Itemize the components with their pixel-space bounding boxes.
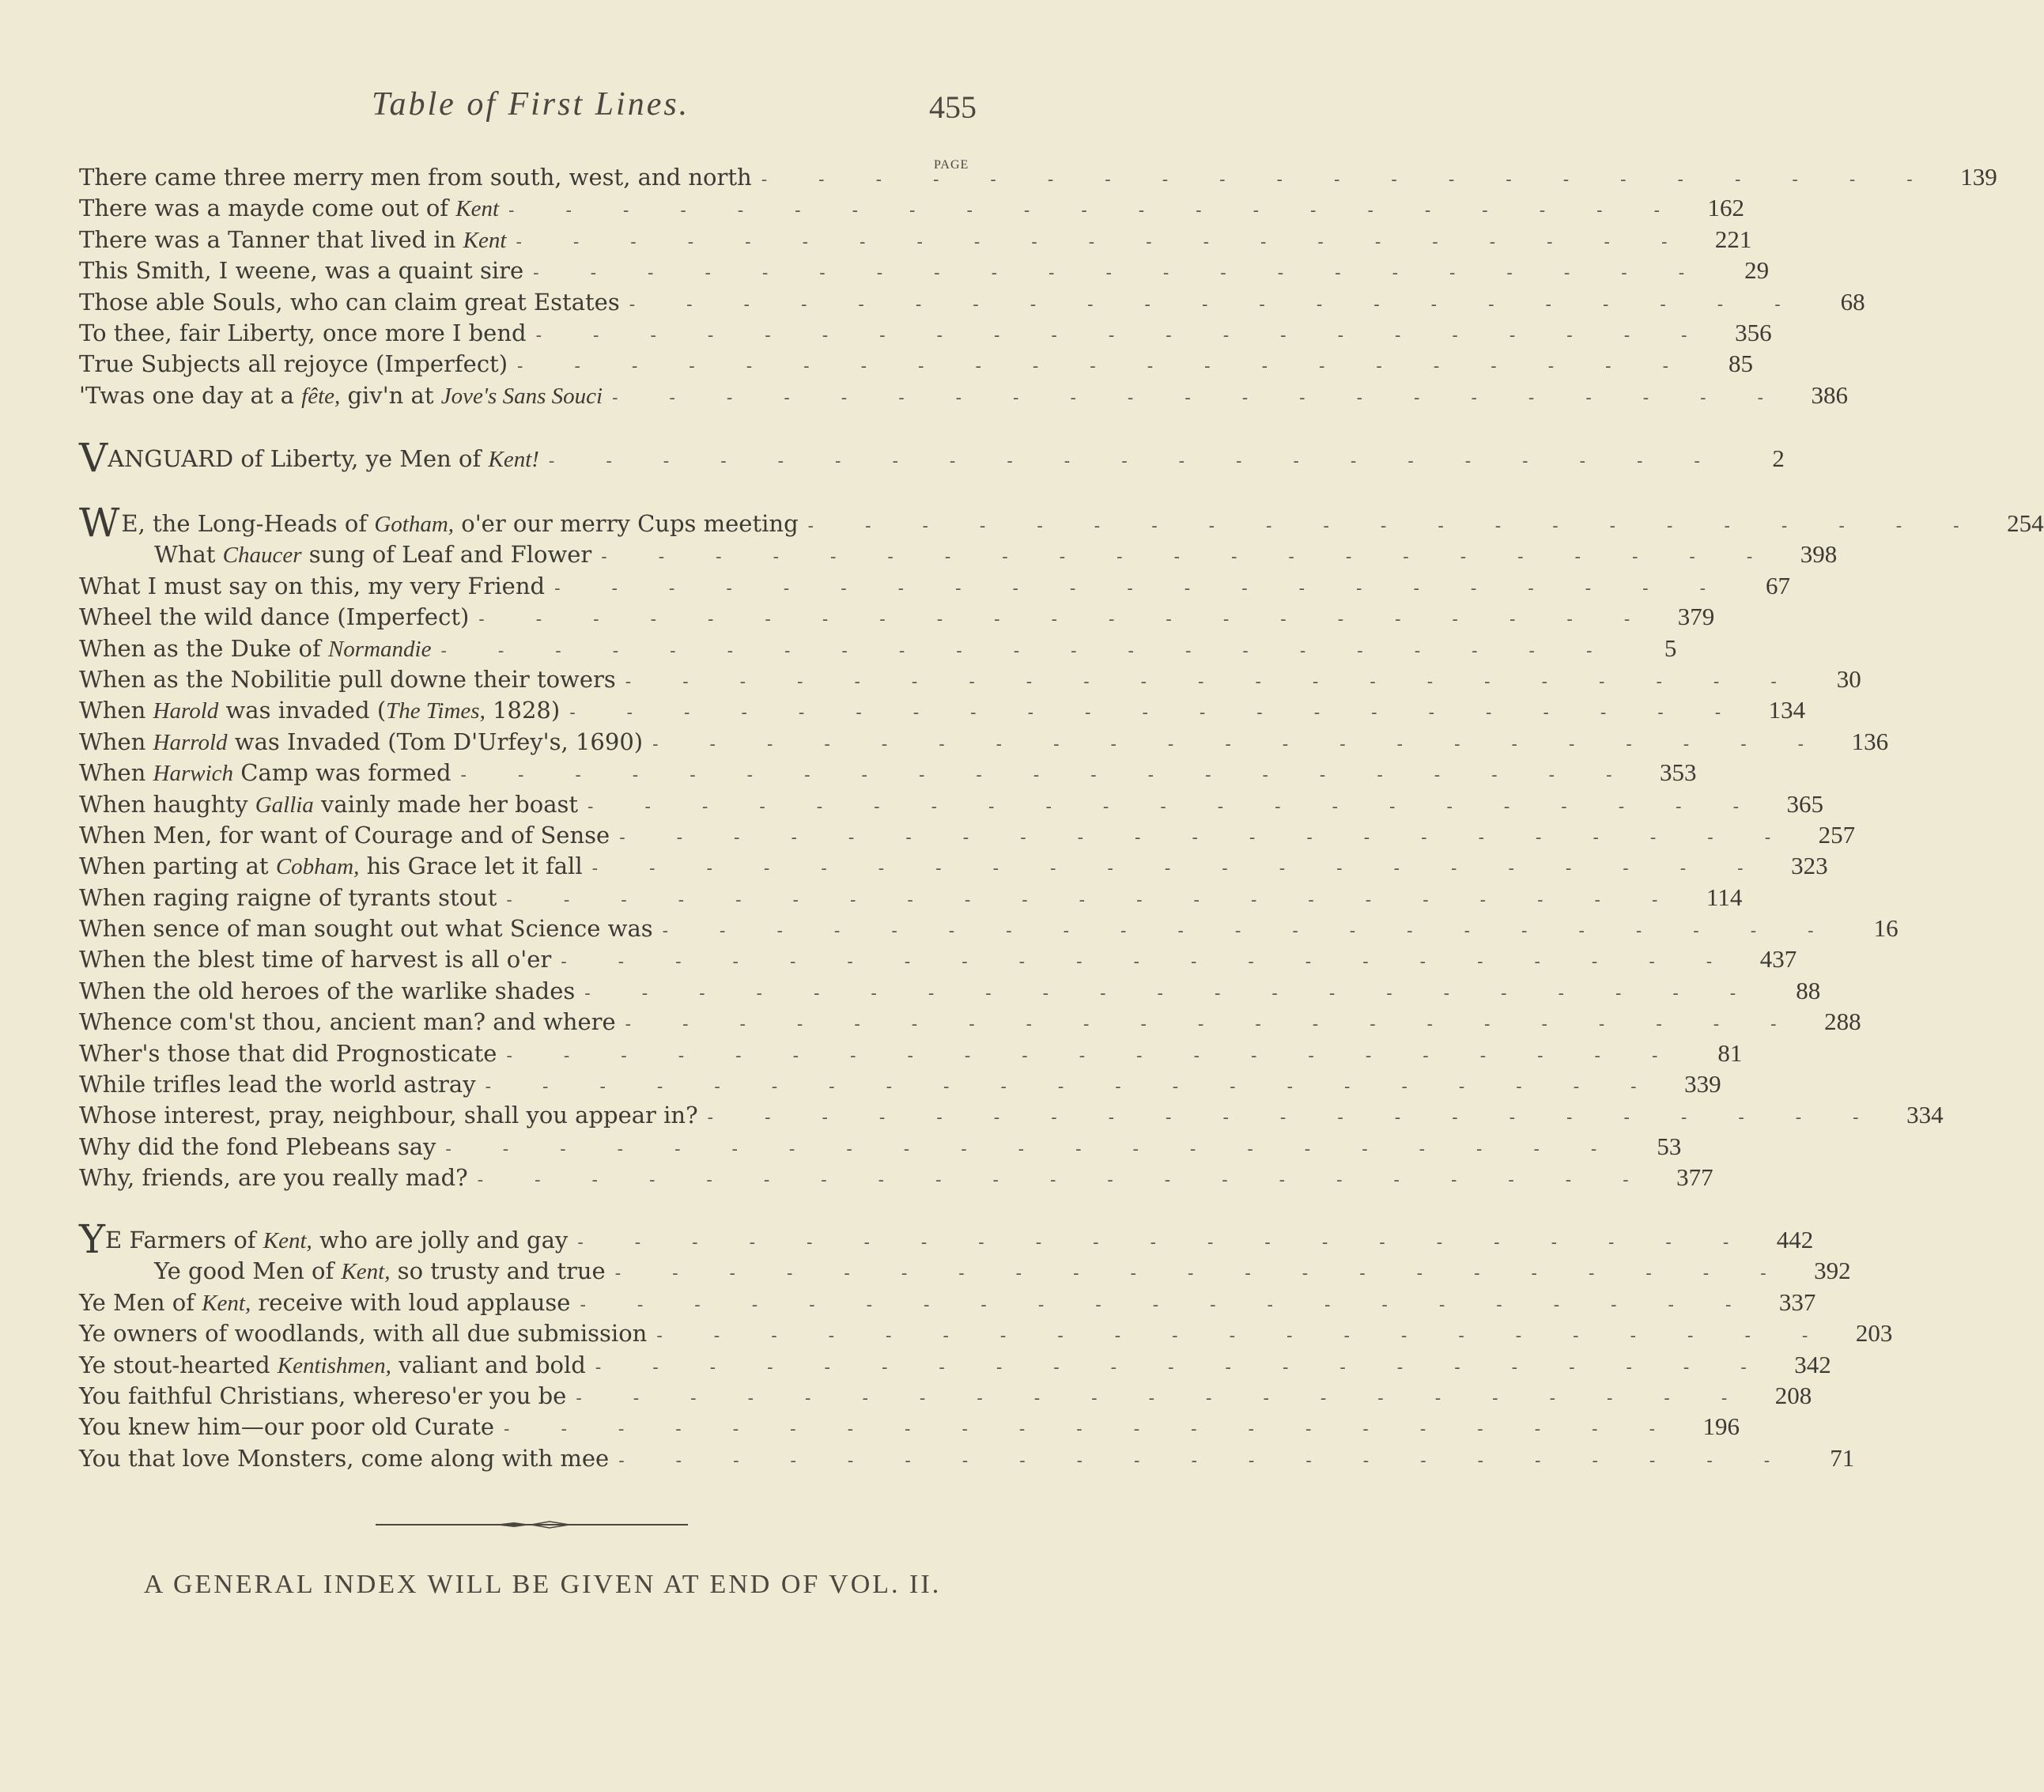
dot-leaders: - - - - - - - - - - - - - - - - - - - - - (478, 610, 1653, 630)
general-index-note (0, 1570, 1085, 1600)
line-text: This Smith, I weene, was a quaint sire (79, 257, 524, 285)
page-reference: 353 (1660, 758, 1697, 787)
dot-leaders: - - - - - - - - - - - - - - - - - - - - - (440, 641, 1615, 661)
line-text: True Subjects all rejoyce (Imperfect) (79, 350, 508, 378)
dot-leaders: - - - - - - - - - - - - - - - - - - - - - (656, 1326, 1831, 1347)
line-text: You that love Monsters, come along with mee (79, 1444, 610, 1472)
page-reference: 2 (1772, 444, 1785, 472)
line-text: Camp was formed (233, 759, 451, 787)
line-italic: fête, (301, 383, 341, 409)
first-line (79, 913, 653, 944)
first-line (79, 758, 451, 789)
page-reference: 208 (1774, 1381, 1812, 1409)
first-line (79, 1132, 436, 1163)
page-reference: 53 (1657, 1132, 1682, 1160)
line-text: 1828) (485, 697, 561, 724)
first-line (79, 1007, 616, 1038)
page-reference: 67 (1766, 571, 1791, 599)
line-text: What I must say on this, my very Friend (79, 572, 546, 599)
drop-initial: W (79, 500, 120, 546)
line-text: When the blest time of harvest is all o'er (79, 946, 552, 974)
line-italic: Chaucer (222, 543, 302, 569)
dot-leaders: - - - - - - - - - - - - - - - - - - - - - (460, 766, 1635, 786)
index-entry (79, 913, 1899, 943)
index-entry (79, 601, 1715, 632)
index-entry (79, 1318, 1893, 1348)
line-text: was Invaded (Tom D'Urfey's, 1690) (227, 728, 644, 755)
first-line (79, 255, 523, 286)
line-text: Ye stout-hearted (79, 1351, 278, 1378)
page-reference: 221 (1714, 225, 1752, 253)
line-italic: Kent (455, 196, 500, 222)
line-text: When as the Duke of (79, 634, 328, 662)
dot-leaders: - - - - - - - - - - - - - - - - - - - - - (569, 703, 1744, 724)
dot-leaders: - - - - - - - - - - - - - - - - - - - - - (662, 921, 1837, 942)
line-text: You faithful Christians, whereso'er you be (79, 1382, 567, 1409)
drop-initial: V (79, 435, 108, 481)
index-entry (79, 1099, 1944, 1130)
dot-leaders: - - - - - - - - - - - - - - - - - - - - - (576, 1388, 1751, 1408)
line-text: When raging raigne of tyrants stout (79, 883, 497, 911)
page-reference: 257 (1818, 820, 1856, 849)
index-entry (79, 1131, 1682, 1162)
dot-leaders: - - - - - - - - - - - - - - - - - - - - - (591, 859, 1766, 879)
line-italic: Normandie (327, 636, 432, 662)
index-entry (79, 435, 1785, 481)
line-italic: Cobham, (275, 854, 360, 880)
page-reference: 288 (1824, 1008, 1861, 1036)
line-text: vainly made her boast (313, 790, 579, 818)
line-text: When Men, for want of Courage and of Sense (79, 821, 610, 849)
line-text: giv'n at (340, 381, 441, 409)
dot-leaders: - - - - - - - - - - - - - - - - - - - - - (516, 232, 1691, 252)
page-reference: 342 (1794, 1350, 1831, 1378)
page-reference: 203 (1855, 1319, 1893, 1348)
first-line (79, 287, 620, 318)
line-text: so trusty and true (390, 1257, 606, 1285)
line-text: was invaded ( (218, 697, 387, 724)
index-entry (79, 726, 1889, 757)
index-entry (79, 633, 1677, 663)
index-entry (79, 500, 2044, 546)
line-text: Why, friends, are you really mad? (79, 1164, 468, 1192)
first-line (79, 851, 583, 883)
index-entry (79, 161, 1997, 192)
page-reference: 139 (1960, 163, 1997, 191)
line-italic: Gotham, (374, 512, 455, 537)
section-W (79, 500, 2044, 1193)
page-column-label: PAGE (934, 158, 969, 172)
first-line (79, 1100, 698, 1131)
dot-leaders: - - - - - - - - - - - - - - - - - - - - - (584, 983, 1759, 1004)
dot-leaders: - - - - - - - - - - - - - - - - - - - - - (561, 952, 1736, 973)
line-italic: Harrold (153, 729, 228, 755)
page-reference: 88 (1796, 976, 1821, 1004)
first-line (79, 1350, 586, 1382)
first-line (79, 633, 431, 665)
dot-leaders: - - - - - - - - - - - - - - - - - - - - - (554, 578, 1729, 599)
first-line (79, 1412, 494, 1442)
line-text: ANGUARD of Liberty, ye Men of (108, 445, 489, 472)
line-italic: Kent! (488, 447, 539, 472)
index-entry (79, 943, 1797, 974)
line-text: You knew him—our poor old Curate (79, 1413, 495, 1441)
line-text: When (79, 728, 153, 755)
line-text: Why did the fond Plebeans say (79, 1132, 436, 1160)
dot-leaders: - - - - - - - - - - - - - - - - - - - - - (517, 357, 1691, 377)
dot-leaders: - - - - - - - - - - - - - - - - - - - - - (548, 452, 1723, 471)
line-text: E Farmers of (105, 1227, 263, 1253)
section-Y (79, 1216, 1893, 1473)
section-T (79, 161, 1997, 410)
line-text: o'er our merry Cups meeting (454, 510, 799, 537)
page-reference: 437 (1759, 945, 1797, 974)
page-reference: 334 (1906, 1101, 1944, 1129)
first-line (79, 349, 508, 380)
ornamental-rule (376, 1520, 688, 1529)
dot-leaders: - - - - - - - - - - - - - - - - - - - - - (508, 201, 1683, 221)
first-line (79, 883, 497, 913)
index-entry (79, 539, 1838, 569)
index-entry (79, 850, 1828, 881)
page-reference: 254 (2007, 509, 2044, 537)
page-reference: 392 (1814, 1257, 1851, 1285)
dot-leaders: - - - - - - - - - - - - - - - - - - - - - (619, 827, 1794, 848)
index-entry (79, 1068, 1721, 1099)
dot-leaders: - - - - - - - - - - - - - - - - - - - - - (535, 325, 1710, 346)
dot-leaders: - - - - - - - - - - - - - - - - - - - - - (477, 1170, 1652, 1191)
dot-leaders: - - - - - - - - - - - - - - - - - - - - - (761, 170, 1936, 190)
line-text: Ye good Men of (154, 1257, 342, 1285)
line-italic: Harold (153, 698, 219, 724)
index-entry (79, 192, 1745, 223)
first-line (79, 162, 752, 193)
index-entry (79, 224, 1752, 255)
index-entry (79, 694, 1806, 725)
line-text: 'Twas one day at a (79, 381, 302, 409)
index-entry (79, 348, 1753, 379)
line-text: When as the Nobilitie pull downe their towers (79, 665, 616, 693)
section-V (79, 435, 1785, 481)
line-text: Those able Souls, who can claim great Estates (79, 288, 620, 316)
dot-leaders: - - - - - - - - - - - - - - - - - - - - - (629, 294, 1804, 315)
running-title: Table of First Lines. (372, 86, 690, 123)
index-entry (79, 1380, 1812, 1411)
line-italic: Harwich (153, 761, 234, 787)
page-reference: 85 (1729, 350, 1753, 378)
page-reference: 114 (1706, 883, 1743, 911)
page-reference: 134 (1768, 696, 1806, 724)
dot-leaders: - - - - - - - - - - - - - - - - - - - - - (614, 1264, 1789, 1284)
page-number: 455 (929, 89, 977, 125)
index-entry (79, 788, 1824, 819)
line-italic: Kent, (202, 1290, 251, 1316)
line-text: When (79, 697, 153, 724)
index-entry (79, 882, 1743, 913)
first-line (79, 1216, 569, 1262)
line-text: There was a mayde come out of (79, 195, 456, 222)
line-italic: Jove's Sans Souci (440, 383, 603, 409)
index-entry (79, 570, 1791, 601)
first-line (79, 820, 610, 851)
first-line (79, 789, 578, 821)
line-text: receive with loud applause (251, 1288, 571, 1316)
line-italic: Gallia (255, 792, 314, 818)
line-text: There was a Tanner that lived in (79, 225, 463, 253)
dot-leaders: - - - - - - - - - - - - - - - - - - - - - (707, 1108, 1882, 1129)
line-text: There came three merry men from south, west, and north (79, 164, 752, 191)
line-italic: Kent, (263, 1228, 312, 1253)
index-entry (79, 1411, 1740, 1442)
dot-leaders: - - - - - - - - - - - - - - - - - - - - - (601, 547, 1776, 568)
page-reference: 196 (1702, 1412, 1740, 1441)
first-line (79, 500, 799, 546)
index-entry (79, 1255, 1851, 1286)
first-line (79, 435, 539, 481)
page-reference: 29 (1744, 256, 1770, 285)
index-entry (79, 1162, 1713, 1193)
page-reference: 5 (1664, 633, 1677, 662)
page-reference: 136 (1851, 727, 1889, 755)
index-entry (79, 255, 1770, 285)
line-italic: Kent (463, 227, 507, 253)
index-entry (79, 1216, 1814, 1262)
first-line (79, 571, 545, 602)
index-entry (79, 1442, 1855, 1473)
page-reference: 442 (1776, 1226, 1814, 1253)
first-line (79, 1443, 609, 1474)
first-line (79, 1256, 606, 1287)
index-entry (79, 1006, 1861, 1037)
line-text: When the old heroes of the warlike shades (79, 977, 576, 1004)
first-line (79, 1381, 566, 1412)
first-line (79, 944, 551, 975)
page-reference: 30 (1836, 664, 1861, 693)
first-line (79, 695, 560, 727)
page-reference: 81 (1717, 1038, 1743, 1067)
line-text: valiant and bold (391, 1351, 586, 1378)
index-entry (79, 757, 1697, 788)
first-line (79, 664, 616, 695)
line-text: Ye Men of (79, 1288, 202, 1316)
line-text: E, the Long-Heads of (121, 510, 375, 537)
dot-leaders: - - - - - - - - - - - - - - - - - - - - - (807, 516, 1982, 536)
page-reference: 337 (1778, 1287, 1816, 1316)
page-reference: 365 (1786, 789, 1824, 818)
dot-leaders: - - - - - - - - - - - - - - - - - - - - - (506, 1045, 1681, 1066)
index-entry (79, 317, 1772, 348)
page-reference: 386 (1811, 380, 1849, 409)
dot-leaders: - - - - - - - - - - - - - - - - - - - - - (445, 1139, 1620, 1159)
line-text: who are jolly and gay (312, 1227, 569, 1253)
line-italic: Kent, (341, 1259, 391, 1285)
line-text: Wher's those that did Prognosticate (79, 1039, 497, 1067)
index-entry (79, 819, 1856, 850)
line-text: Ye owners of woodlands, with all due submission (79, 1320, 648, 1348)
index-entry (79, 1287, 1816, 1318)
dot-leaders: - - - - - - - - - - - - - - - - - - - - - (504, 1420, 1678, 1440)
line-text: When parting at (79, 853, 276, 880)
dot-leaders: - - - - - - - - - - - - - - - - - - - - - (588, 796, 1763, 817)
first-line (79, 1318, 647, 1349)
page-reference: 71 (1830, 1443, 1855, 1472)
line-text: When (79, 759, 153, 787)
line-italic: Kentishmen, (277, 1352, 391, 1378)
dot-leaders: - - - - - - - - - - - - - - - - - - - - - (595, 1357, 1770, 1378)
page-reference: 379 (1677, 603, 1715, 631)
page-reference: 398 (1800, 540, 1838, 569)
first-line (79, 225, 506, 256)
first-line (79, 193, 499, 225)
dot-leaders: - - - - - - - - - - - - - - - - - - - - - (612, 388, 1787, 408)
dot-leaders: - - - - - - - - - - - - - - - - - - - - - (577, 1233, 1752, 1253)
first-line (79, 1069, 476, 1100)
first-line (79, 380, 603, 412)
index-entry (79, 380, 1849, 410)
dot-leaders: - - - - - - - - - - - - - - - - - - - - - (533, 263, 1708, 284)
line-text: Whence com'st thou, ancient man? and where (79, 1008, 616, 1036)
dot-leaders: - - - - - - - - - - - - - - - - - - - - - (625, 671, 1800, 692)
dot-leaders: - - - - - - - - - - - - - - - - - - - - - (580, 1295, 1755, 1315)
line-text: While trifles lead the world astray (79, 1071, 476, 1098)
index-entry (79, 1038, 1743, 1068)
line-text: To thee, fair Liberty, once more I bend (79, 319, 527, 346)
line-text: sung of Leaf and Flower (301, 541, 592, 569)
line-text: Whose interest, pray, neighbour, shall you appear in? (79, 1102, 698, 1129)
line-text: his Grace let it fall (359, 853, 583, 880)
line-text: When haughty (79, 790, 255, 818)
page-reference: 68 (1840, 287, 1865, 316)
index-entry (79, 663, 1861, 694)
line-text: When sence of man sought out what Science was (79, 915, 653, 943)
line-text: What (154, 541, 223, 569)
page-reference: 162 (1707, 194, 1745, 222)
first-line (79, 318, 527, 349)
line-text: Wheel the wild dance (Imperfect) (79, 603, 470, 631)
first-line (79, 727, 643, 758)
first-line (79, 1163, 468, 1193)
index-entry (79, 975, 1821, 1006)
page-reference: 323 (1791, 852, 1828, 880)
first-line (79, 539, 591, 571)
dot-leaders: - - - - - - - - - - - - - - - - - - - - - (485, 1077, 1660, 1098)
page-reference: 377 (1676, 1163, 1713, 1192)
first-line (79, 1038, 497, 1069)
page-reference: 356 (1735, 318, 1772, 346)
line-italic: The Times, (386, 698, 485, 724)
dot-leaders: - - - - - - - - - - - - - - - - - - - - - (618, 1450, 1793, 1471)
dot-leaders: - - - - - - - - - - - - - - - - - - - - - (506, 890, 1681, 910)
first-line (79, 976, 575, 1007)
page-reference: 339 (1684, 1070, 1721, 1098)
first-line (79, 1287, 570, 1319)
dot-leaders: - - - - - - - - - - - - - - - - - - - - - (652, 734, 1827, 754)
page-reference: 16 (1873, 914, 1899, 943)
drop-initial: Y (79, 1216, 106, 1262)
first-line (79, 602, 469, 633)
index-entry (79, 1349, 1831, 1380)
index-entry (79, 286, 1865, 317)
dot-leaders: - - - - - - - - - - - - - - - - - - - - - (625, 1015, 1800, 1035)
general-index-note-text: A GENERAL INDEX WILL BE GIVEN AT END OF VOL. II. (143, 1570, 942, 1599)
